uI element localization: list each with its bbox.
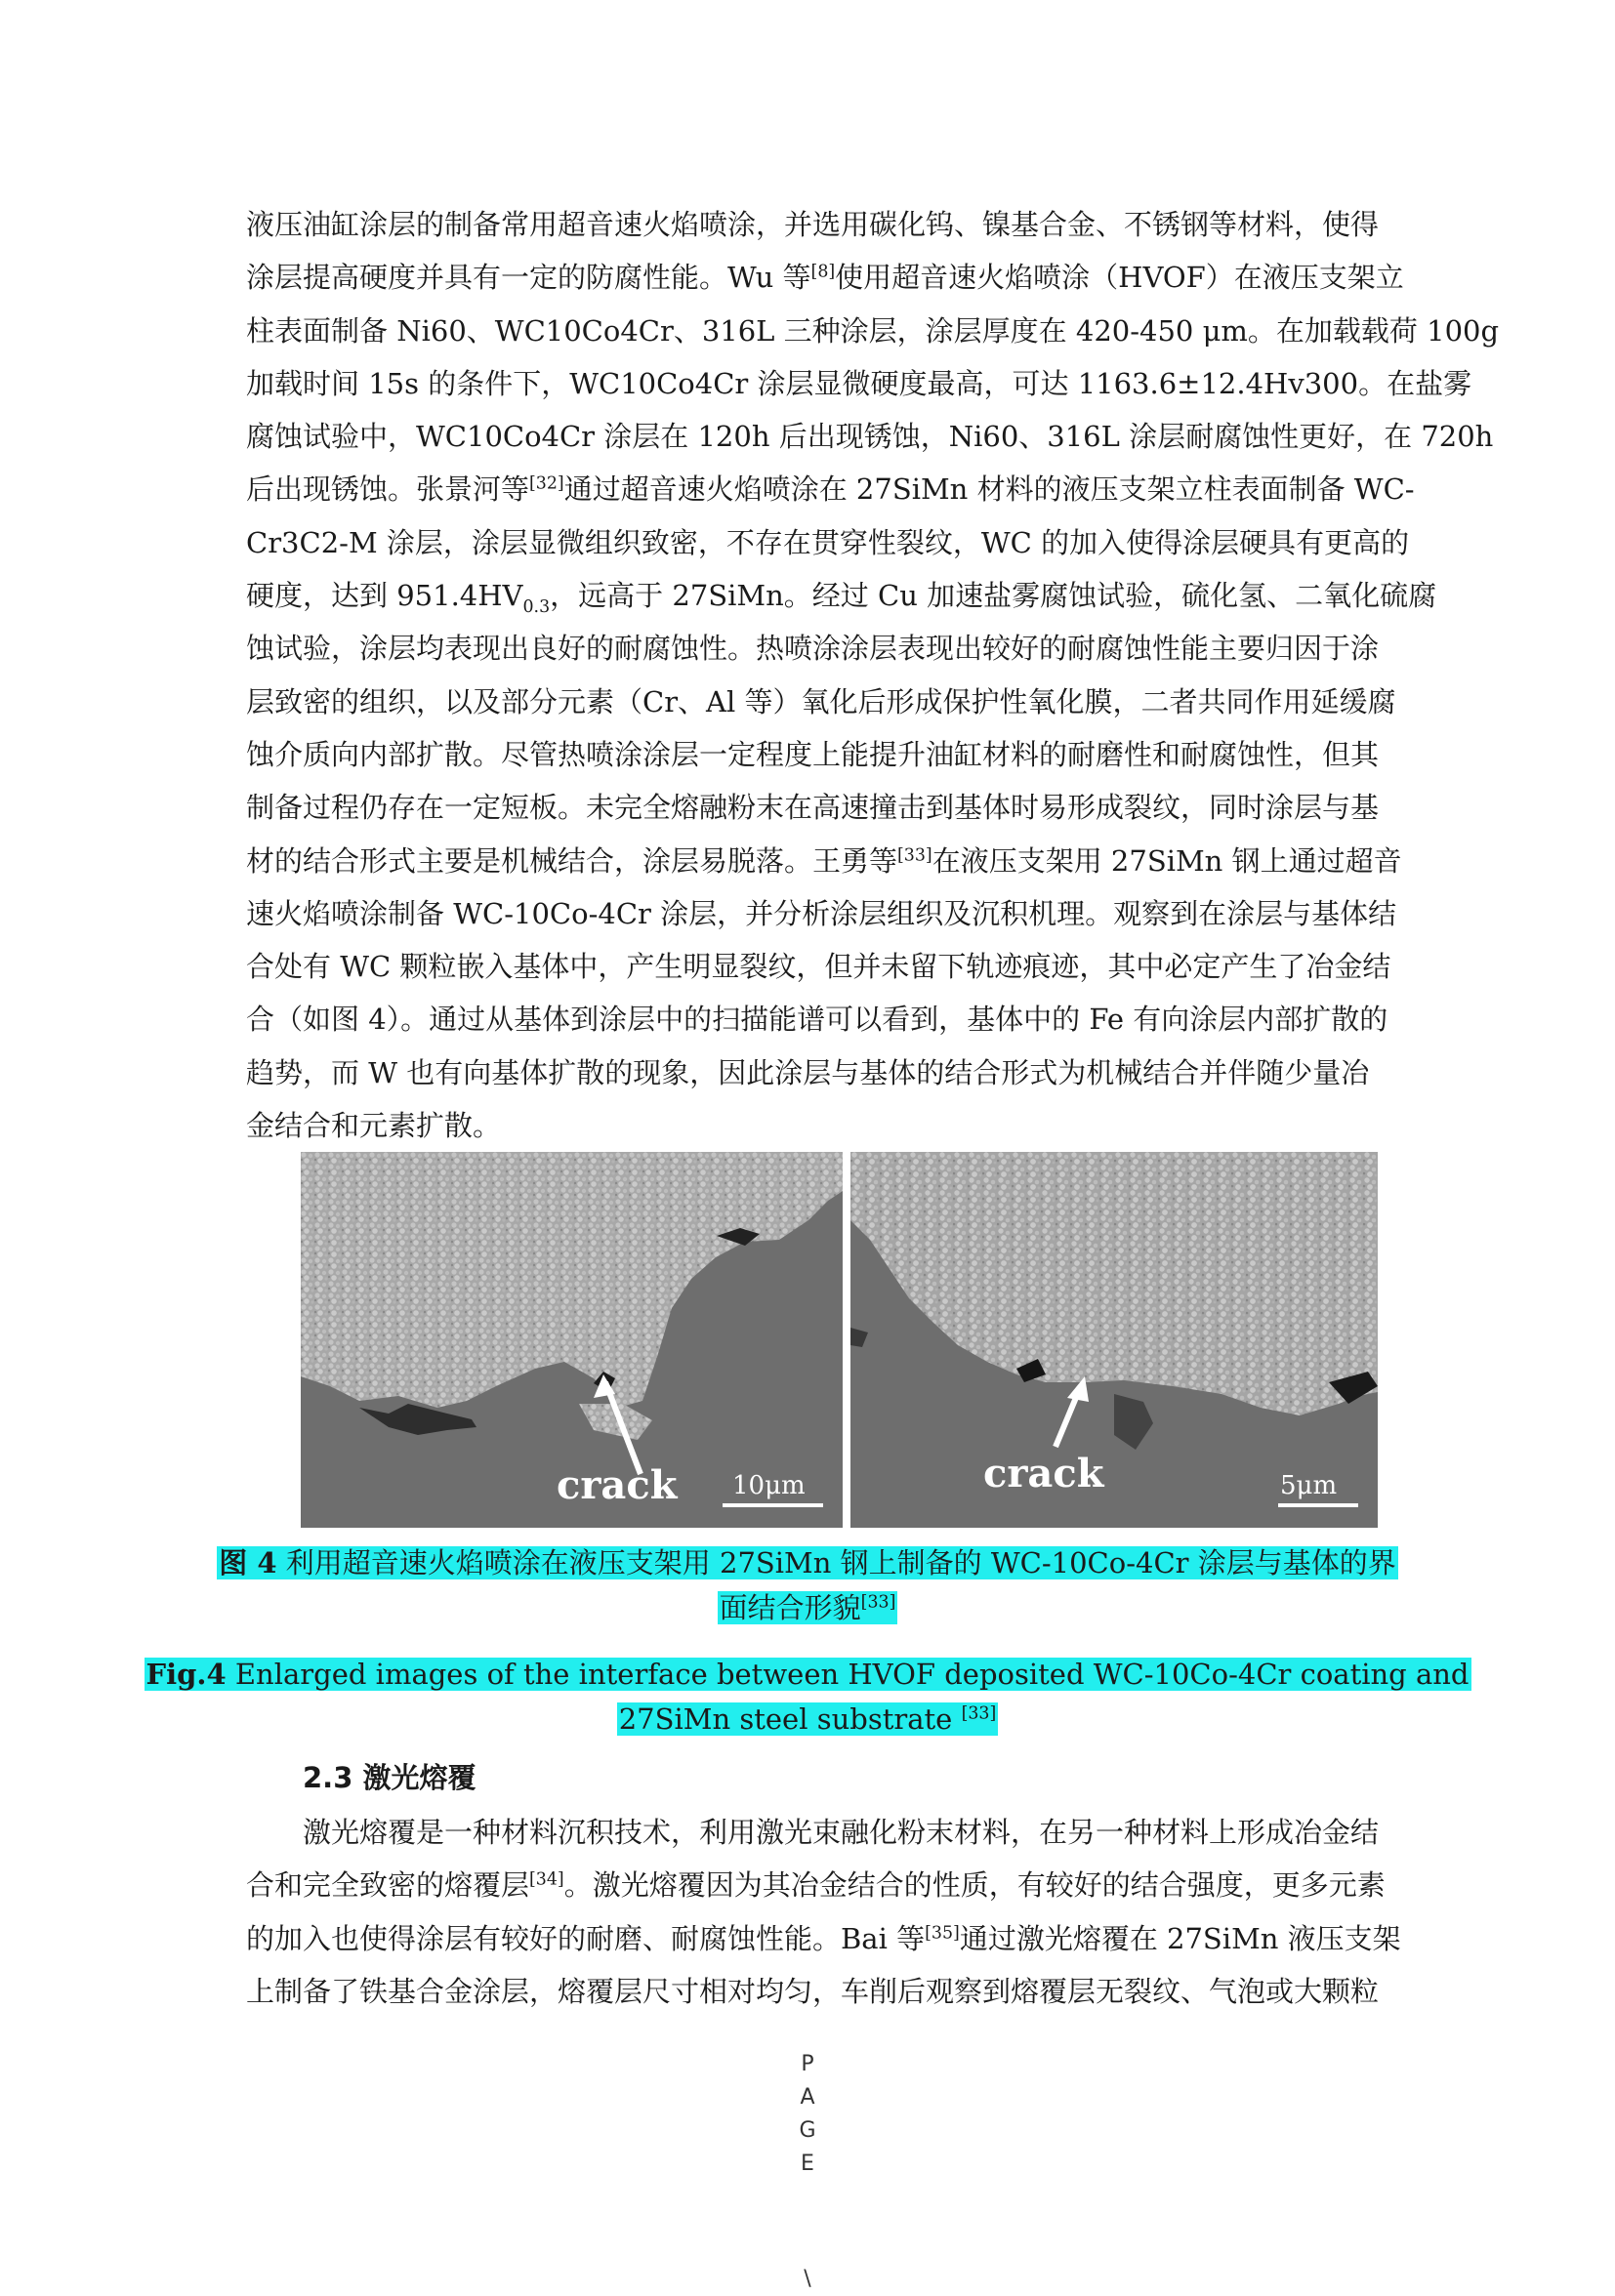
text-line: 后出现锈蚀。张景河等[32]通过超音速火焰喷涂在 27SiMn 材料的液压支架立柱表面制备 WC- [246, 472, 1415, 507]
caption-en-line1: Enlarged images of the interface between HVOF deposited WC-10Co-4Cr coating and [226, 1658, 1470, 1691]
citation: [33] [961, 1703, 997, 1724]
citation: [8] [810, 262, 836, 282]
caption-cn-line1: 利用超音速火焰喷涂在液压支架用 27SiMn 钢上制备的 WC-10Co-4Cr 涂层与基体的界 [276, 1546, 1396, 1579]
text-line: 趋势，而 W 也有向基体扩散的现象，因此涂层与基体的结合形式为机械结合并伴随少量冶 [246, 1055, 1370, 1089]
text-line: 涂层提高硬度并具有一定的防腐性能。Wu 等[8]使用超音速火焰喷涂（HVOF）在液压支架立 [246, 261, 1404, 295]
text-line: 激光熔覆是一种材料沉积技术，利用激光束融化粉末材料，在另一种材料上形成冶金结 [303, 1816, 1380, 1849]
sem-image-right [850, 1152, 1378, 1528]
figure-label-cn: 图 4 [219, 1546, 277, 1579]
figure-label-en: Fig.4 [145, 1658, 227, 1691]
text-line: 蚀介质向内部扩散。尽管热喷涂涂层一定程度上能提升油缸材料的耐磨性和耐腐蚀性，但其 [246, 737, 1380, 771]
micrograph-left-graphic [301, 1152, 843, 1528]
text-line: Cr3C2-M 涂层，涂层显微组织致密，不存在贯穿性裂纹，WC 的加入使得涂层硬具有更高的 [246, 525, 1410, 559]
figure-caption-en [0, 1652, 1615, 1742]
text-line: 层致密的组织，以及部分元素（Cr、Al 等）氧化后形成保护性氧化膜，二者共同作用延缓腐 [246, 684, 1396, 718]
page-field-code: P A G E [799, 2052, 816, 2176]
micrograph-right-graphic [850, 1152, 1378, 1528]
section-heading: 2.3 激光熔覆 [303, 1761, 476, 1794]
caption-cn-line2: 面结合形貌 [719, 1591, 861, 1624]
text-line: 液压油缸涂层的制备常用超音速火焰喷涂，并选用碳化钨、镍基合金、不锈钢等材料，使得 [246, 208, 1380, 241]
sem-image-left [301, 1152, 843, 1528]
crack-label-right: crack [983, 1451, 1104, 1496]
text-line: 蚀试验，涂层均表现出良好的耐腐蚀性。热喷涂涂层表现出较好的耐腐蚀性能主要归因于涂 [246, 632, 1380, 666]
citation: [33] [860, 1592, 896, 1613]
body-paragraph-1 [246, 198, 1500, 1152]
text-line: 合处有 WC 颗粒嵌入基体中，产生明显裂纹，但并未留下轨迹痕迹，其中必定产生了冶金结 [246, 950, 1391, 984]
text-line: 的加入也使得涂层有较好的耐磨、耐腐蚀性能。Bai 等[35]通过激光熔覆在 27SiMn 液压支架 [246, 1921, 1401, 1955]
text-line: 金结合和元素扩散。 [246, 1109, 502, 1143]
text-line: 制备过程仍存在一定短板。未完全熔融粉末在高速撞击到基体时易形成裂纹，同时涂层与基 [246, 791, 1380, 825]
text-line: 材的结合形式主要是机械结合，涂层易脱落。王勇等[33]在液压支架用 27SiMn 钢上通过超音 [246, 843, 1402, 878]
scale-bar-label-right: 5μm [1280, 1471, 1338, 1500]
body-paragraph-2 [246, 1806, 1401, 2018]
text-line: 腐蚀试验中，WC10Co4Cr 涂层在 120h 后出现锈蚀，Ni60、316L 涂层耐腐蚀性更好，在 720h [246, 420, 1494, 454]
crack-label-left: crack [557, 1462, 678, 1508]
page-field-end: \ [804, 2267, 811, 2291]
scale-bar-label-left: 10μm [732, 1471, 806, 1500]
caption-en-line2: 27SiMn steel substrate [618, 1702, 962, 1736]
figure-4 [301, 1152, 1378, 1528]
text-line: 加载时间 15s 的条件下，WC10Co4Cr 涂层显微硬度最高，可达 1163.6±12.4Hv300。在盐雾 [246, 366, 1472, 400]
figure-caption-cn [0, 1540, 1615, 1630]
citation: [32] [529, 473, 564, 494]
citation: [33] [897, 844, 932, 865]
text-line: 合（如图 4）。通过从基体到涂层中的扫描能谱可以看到，基体中的 Fe 有向涂层内部扩散的 [246, 1003, 1388, 1037]
text-line: 柱表面制备 Ni60、WC10Co4Cr、316L 三种涂层，涂层厚度在 420-450 μm。在加载载荷 100g [246, 313, 1500, 348]
text-line: 硬度，达到 $951.4HV_{0.3}$，远高于 27SiMn。经过 Cu 加速盐雾腐蚀试验，硫化氢、二氧化硫腐 [246, 579, 1437, 617]
citation: [34] [529, 1869, 564, 1890]
citation: [35] [925, 1922, 960, 1943]
text-line: 速火焰喷涂制备 WC-10Co-4Cr 涂层，并分析涂层组织及沉积机理。观察到在涂层与基体结 [246, 896, 1397, 930]
text-line: 合和完全致密的熔覆层[34]。激光熔覆因为其冶金结合的性质，有较好的结合强度，更多元素 [246, 1868, 1386, 1903]
text-line: 上制备了铁基合金涂层，熔覆层尺寸相对均匀，车削后观察到熔覆层无裂纹、气泡或大颗粒 [246, 1974, 1380, 2008]
